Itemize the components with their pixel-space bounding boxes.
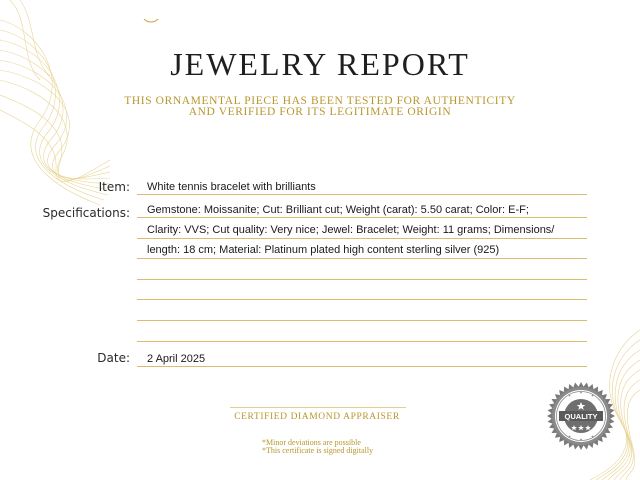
item-underline [137, 194, 587, 195]
item-value: White tennis bracelet with brilliants [147, 181, 316, 193]
appraiser-signature-line [230, 407, 406, 408]
blank-line-2 [137, 299, 587, 300]
report-title: JEWELRY REPORT [170, 46, 470, 82]
blank-line-3 [137, 320, 587, 321]
date-underline [137, 366, 587, 367]
specifications-underline-3 [137, 258, 587, 259]
item-label: Item: [98, 180, 130, 194]
quality-seal-icon [546, 381, 616, 451]
specifications-label: Specifications: [42, 206, 130, 220]
specifications-underline-1 [137, 217, 587, 218]
footnote-deviations: *Minor deviations are possible [262, 438, 361, 447]
subtitle-line-1: THIS ORNAMENTAL PIECE HAS BEEN TESTED FOR AUTHENTICITY [124, 95, 516, 107]
blank-line-4 [137, 341, 587, 342]
date-label: Date: [97, 351, 130, 365]
small-flourish-ornament [143, 16, 159, 24]
specifications-underline-2 [137, 238, 587, 239]
appraiser-title: CERTIFIED DIAMOND APPRAISER [234, 412, 400, 422]
footnote-signed-digitally: *This certificate is signed digitally [262, 446, 374, 455]
specifications-line-2: Clarity: VVS; Cut quality: Very nice; Jewel: Bracelet; Weight: 11 grams; Dimensions/ [147, 224, 555, 236]
subtitle-line-2: AND VERIFIED FOR ITS LEGITIMATE ORIGIN [188, 106, 452, 118]
specifications-line-1: Gemstone: Moissanite; Cut: Brilliant cut; Weight (carat): 5.50 carat; Color: E-F; [147, 204, 529, 216]
blank-line-1 [137, 279, 587, 280]
specifications-line-3: length: 18 cm; Material: Platinum plated high content sterling silver (925) [147, 244, 500, 256]
seal-quality-text: QUALITY [564, 412, 598, 422]
date-value: 2 April 2025 [147, 353, 206, 365]
